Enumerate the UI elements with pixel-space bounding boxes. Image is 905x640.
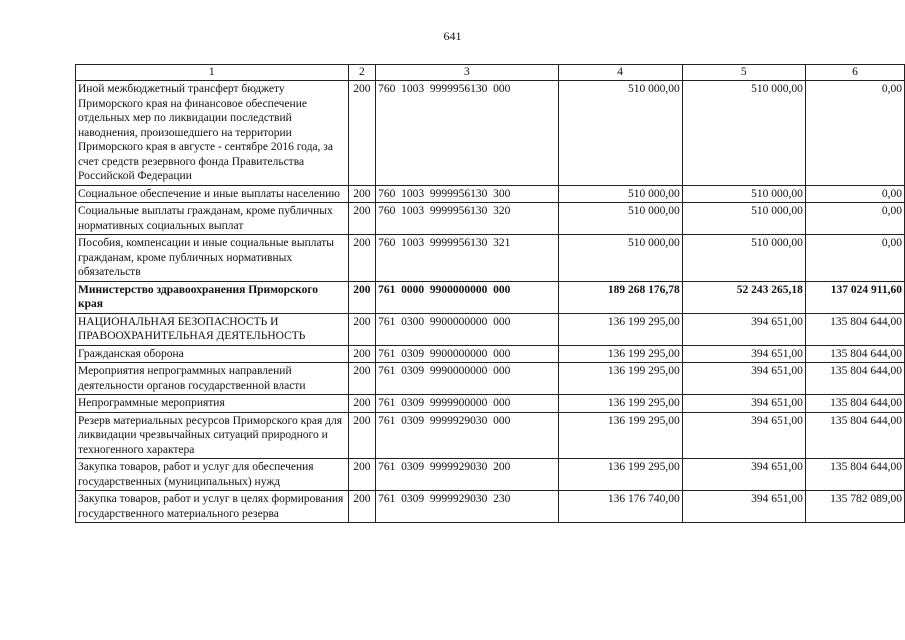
row-classification-code-cell: 761 0309 9999929030 230 bbox=[376, 491, 558, 523]
row-classification-code-cell: 761 0309 9999900000 000 bbox=[376, 395, 558, 413]
row-value-cell: 0,00 bbox=[805, 235, 904, 282]
row-code-cell: 200 bbox=[348, 313, 376, 345]
row-code-cell: 200 bbox=[348, 491, 376, 523]
row-code-cell: 200 bbox=[348, 281, 376, 313]
table-row bbox=[76, 203, 905, 235]
column-header: 2 bbox=[348, 65, 376, 81]
row-classification-code-cell: 761 0309 9900000000 000 bbox=[376, 345, 558, 363]
row-value-cell: 0,00 bbox=[805, 185, 904, 203]
row-value-cell: 136 199 295,00 bbox=[558, 412, 682, 459]
row-value-cell: 510 000,00 bbox=[558, 203, 682, 235]
row-code-cell: 200 bbox=[348, 345, 376, 363]
row-classification-code-cell: 761 0309 9999929030 200 bbox=[376, 459, 558, 491]
row-name-cell: Социальные выплаты гражданам, кроме публичных нормативных социальных выплат bbox=[76, 203, 349, 235]
row-value-cell: 135 804 644,00 bbox=[805, 363, 904, 395]
row-value-cell: 0,00 bbox=[805, 203, 904, 235]
table-row bbox=[76, 185, 905, 203]
row-value-cell: 137 024 911,60 bbox=[805, 281, 904, 313]
page-number: 641 bbox=[443, 29, 462, 43]
row-code-cell: 200 bbox=[348, 203, 376, 235]
row-value-cell: 394 651,00 bbox=[682, 412, 805, 459]
row-value-cell: 136 199 295,00 bbox=[558, 313, 682, 345]
row-value-cell: 136 176 740,00 bbox=[558, 491, 682, 523]
row-classification-code-cell: 761 0309 9999929030 000 bbox=[376, 412, 558, 459]
row-classification-code-cell: 761 0000 9900000000 000 bbox=[376, 281, 558, 313]
row-value-cell: 135 804 644,00 bbox=[805, 459, 904, 491]
row-value-cell: 136 199 295,00 bbox=[558, 459, 682, 491]
table-row bbox=[76, 281, 905, 313]
row-value-cell: 189 268 176,78 bbox=[558, 281, 682, 313]
row-value-cell: 510 000,00 bbox=[682, 81, 805, 186]
column-header: 6 bbox=[805, 65, 904, 81]
row-value-cell: 394 651,00 bbox=[682, 459, 805, 491]
row-value-cell: 135 804 644,00 bbox=[805, 345, 904, 363]
row-code-cell: 200 bbox=[348, 363, 376, 395]
row-classification-code-cell: 761 0309 9990000000 000 bbox=[376, 363, 558, 395]
table-row bbox=[76, 412, 905, 459]
table-row bbox=[76, 363, 905, 395]
row-code-cell: 200 bbox=[348, 235, 376, 282]
row-value-cell: 135 804 644,00 bbox=[805, 395, 904, 413]
row-value-cell: 510 000,00 bbox=[558, 185, 682, 203]
table-row bbox=[76, 313, 905, 345]
row-value-cell: 136 199 295,00 bbox=[558, 395, 682, 413]
row-name-cell: Пособия, компенсации и иные социальные выплаты гражданам, кроме публичных нормативных обязательств bbox=[76, 235, 349, 282]
row-code-cell: 200 bbox=[348, 185, 376, 203]
table-row bbox=[76, 395, 905, 413]
row-value-cell: 394 651,00 bbox=[682, 313, 805, 345]
budget-table bbox=[75, 64, 905, 523]
row-code-cell: 200 bbox=[348, 395, 376, 413]
table-row bbox=[76, 491, 905, 523]
row-name-cell: Иной межбюджетный трансферт бюджету Приморского края на финансовое обеспечение отдельных мер по ликвидации последствий наводнения, произошедшего на территории Приморского края в августе - сентябре 2016 года, за счет средств резервного фонда Правительства Российской Федерации bbox=[76, 81, 349, 186]
row-classification-code-cell: 760 1003 9999956130 320 bbox=[376, 203, 558, 235]
column-header: 1 bbox=[76, 65, 349, 81]
column-header: 5 bbox=[682, 65, 805, 81]
row-value-cell: 510 000,00 bbox=[558, 81, 682, 186]
row-name-cell: Закупка товаров, работ и услуг для обеспечения государственных (муниципальных) нужд bbox=[76, 459, 349, 491]
table-row bbox=[76, 81, 905, 186]
row-name-cell: Непрограммные мероприятия bbox=[76, 395, 349, 413]
row-classification-code-cell: 761 0300 9900000000 000 bbox=[376, 313, 558, 345]
row-value-cell: 136 199 295,00 bbox=[558, 345, 682, 363]
table-row bbox=[76, 345, 905, 363]
row-code-cell: 200 bbox=[348, 81, 376, 186]
row-value-cell: 135 804 644,00 bbox=[805, 313, 904, 345]
column-header: 4 bbox=[558, 65, 682, 81]
row-value-cell: 394 651,00 bbox=[682, 363, 805, 395]
row-name-cell: Гражданская оборона bbox=[76, 345, 349, 363]
row-value-cell: 135 804 644,00 bbox=[805, 412, 904, 459]
row-value-cell: 136 199 295,00 bbox=[558, 363, 682, 395]
row-value-cell: 510 000,00 bbox=[682, 203, 805, 235]
row-name-cell: НАЦИОНАЛЬНАЯ БЕЗОПАСНОСТЬ И ПРАВООХРАНИТЕЛЬНАЯ ДЕЯТЕЛЬНОСТЬ bbox=[76, 313, 349, 345]
row-name-cell: Министерство здравоохранения Приморского края bbox=[76, 281, 349, 313]
row-classification-code-cell: 760 1003 9999956130 000 bbox=[376, 81, 558, 186]
row-classification-code-cell: 760 1003 9999956130 300 bbox=[376, 185, 558, 203]
row-value-cell: 510 000,00 bbox=[558, 235, 682, 282]
row-name-cell: Мероприятия непрограммных направлений деятельности органов государственной власти bbox=[76, 363, 349, 395]
row-value-cell: 394 651,00 bbox=[682, 345, 805, 363]
row-value-cell: 510 000,00 bbox=[682, 185, 805, 203]
row-code-cell: 200 bbox=[348, 459, 376, 491]
table-row bbox=[76, 235, 905, 282]
row-name-cell: Социальное обеспечение и иные выплаты населению bbox=[76, 185, 349, 203]
row-name-cell: Резерв материальных ресурсов Приморского края для ликвидации чрезвычайных ситуаций природного и техногенного характера bbox=[76, 412, 349, 459]
row-classification-code-cell: 760 1003 9999956130 321 bbox=[376, 235, 558, 282]
header-row bbox=[76, 65, 905, 81]
column-header: 3 bbox=[376, 65, 558, 81]
table-row bbox=[76, 459, 905, 491]
row-value-cell: 0,00 bbox=[805, 81, 904, 186]
row-name-cell: Закупка товаров, работ и услуг в целях формирования государственного материального резерва bbox=[76, 491, 349, 523]
row-value-cell: 52 243 265,18 bbox=[682, 281, 805, 313]
row-value-cell: 394 651,00 bbox=[682, 491, 805, 523]
row-value-cell: 135 782 089,00 bbox=[805, 491, 904, 523]
row-value-cell: 510 000,00 bbox=[682, 235, 805, 282]
row-code-cell: 200 bbox=[348, 412, 376, 459]
row-value-cell: 394 651,00 bbox=[682, 395, 805, 413]
